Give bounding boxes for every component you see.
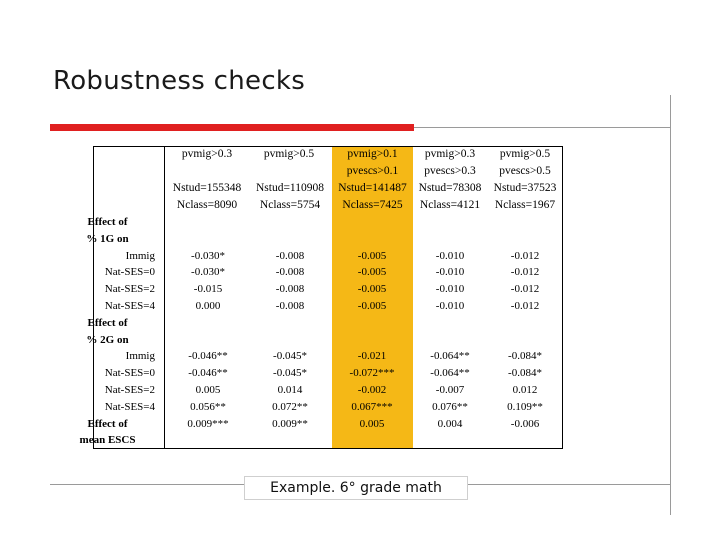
row-label: Nat-SES=4 [104,300,155,312]
table-cell: 0.072** [272,400,308,413]
table-cell: -0.064** [430,367,470,380]
row-label: % 1G on [86,232,129,245]
column-header-4: pvmig>0.3 pvescs>0.3 [424,148,476,177]
right-frame-line [670,95,671,515]
table-cell: -0.008 [275,283,305,296]
row-label: Effect of [87,316,128,329]
column-header-1: pvmig>0.3 [181,148,233,160]
table-cell: -0.045* [273,367,307,380]
column-header-3: pvmig>0.1 pvescs>0.1 [346,148,399,177]
slide-title: Robustness checks [53,66,306,96]
column-separator [164,147,165,448]
row-label: Nat-SES=0 [104,266,155,279]
table-cell: -0.007 [435,384,465,396]
table-cell: -0.006 [510,417,540,430]
row-label: Nat-SES=2 [104,384,155,396]
table-cell: 0.009** [272,417,308,430]
table-cell: 0.109** [507,400,543,413]
row-label: Effect of [87,417,128,430]
table-cell: -0.012 [510,283,540,296]
table-cell: -0.030* [191,249,225,262]
table-cell: 0.009*** [187,417,229,430]
slide-caption: Example. 6° grade math [244,476,468,500]
table-cell: 0.076** [432,400,468,413]
table-cell: -0.084* [508,350,542,363]
table-cell: -0.015 [193,283,223,296]
title-underline-red [50,124,414,131]
table-cell: -0.008 [275,249,305,262]
table-cell: -0.010 [435,266,465,279]
sample-size-5: Nstud=37523 Nclass=1967 [493,182,557,211]
table-cell: -0.012 [510,266,540,279]
table-cell: -0.030* [191,266,225,279]
footer-line-left [50,484,244,485]
table-cell: 0.012 [512,384,538,396]
table-cell: 0.014 [277,384,303,396]
row-label: Nat-SES=0 [104,367,155,380]
column-header-5: pvmig>0.5 pvescs>0.5 [499,148,551,177]
table-cell: -0.005 [357,300,387,312]
sample-size-3: Nstud=141487 Nclass=7425 [338,182,407,211]
table-cell: -0.021 [357,350,387,363]
row-label: Nat-SES=2 [104,283,155,296]
sample-size-1: Nstud=155348 Nclass=8090 [172,182,242,211]
row-label: Immig [125,249,155,262]
table-cell: -0.010 [435,300,465,312]
table-cell: -0.005 [357,283,387,296]
table-cell: 0.000 [195,300,221,312]
column-header-2: pvmig>0.5 [263,148,315,160]
table-cell: -0.005 [357,249,387,262]
table-cell: -0.002 [357,384,387,396]
table-cell: -0.012 [510,300,540,312]
table-cell: -0.012 [510,249,540,262]
table-cell: 0.056** [190,400,226,413]
table-cell: -0.045* [273,350,307,363]
row-label: Nat-SES=4 [104,400,155,413]
table-cell: -0.064** [430,350,470,363]
table-cell: 0.005 [195,384,221,396]
table-cell: -0.046** [188,350,228,363]
table-cell: -0.046** [188,367,228,380]
sample-size-4: Nstud=78308 Nclass=4121 [418,182,482,211]
table-cell: -0.008 [275,300,305,312]
sample-size-2: Nstud=110908 Nclass=5754 [255,182,325,211]
table-cell: 0.005 [359,417,385,430]
row-label: Effect of [87,216,128,228]
table-cell: -0.010 [435,249,465,262]
footer-line-right [468,484,670,485]
table-cell: -0.008 [275,266,305,279]
row-label: Immig [125,350,155,363]
table-cell: -0.072*** [349,367,395,380]
table-cell: 0.067*** [351,400,393,413]
row-label: mean ESCS [79,434,136,447]
table-cell: 0.004 [437,417,463,430]
table-cell: -0.005 [357,266,387,279]
title-underline-gray [414,127,670,128]
table-cell: -0.084* [508,367,542,380]
table-cell: -0.010 [435,283,465,296]
row-label: % 2G on [86,333,129,346]
